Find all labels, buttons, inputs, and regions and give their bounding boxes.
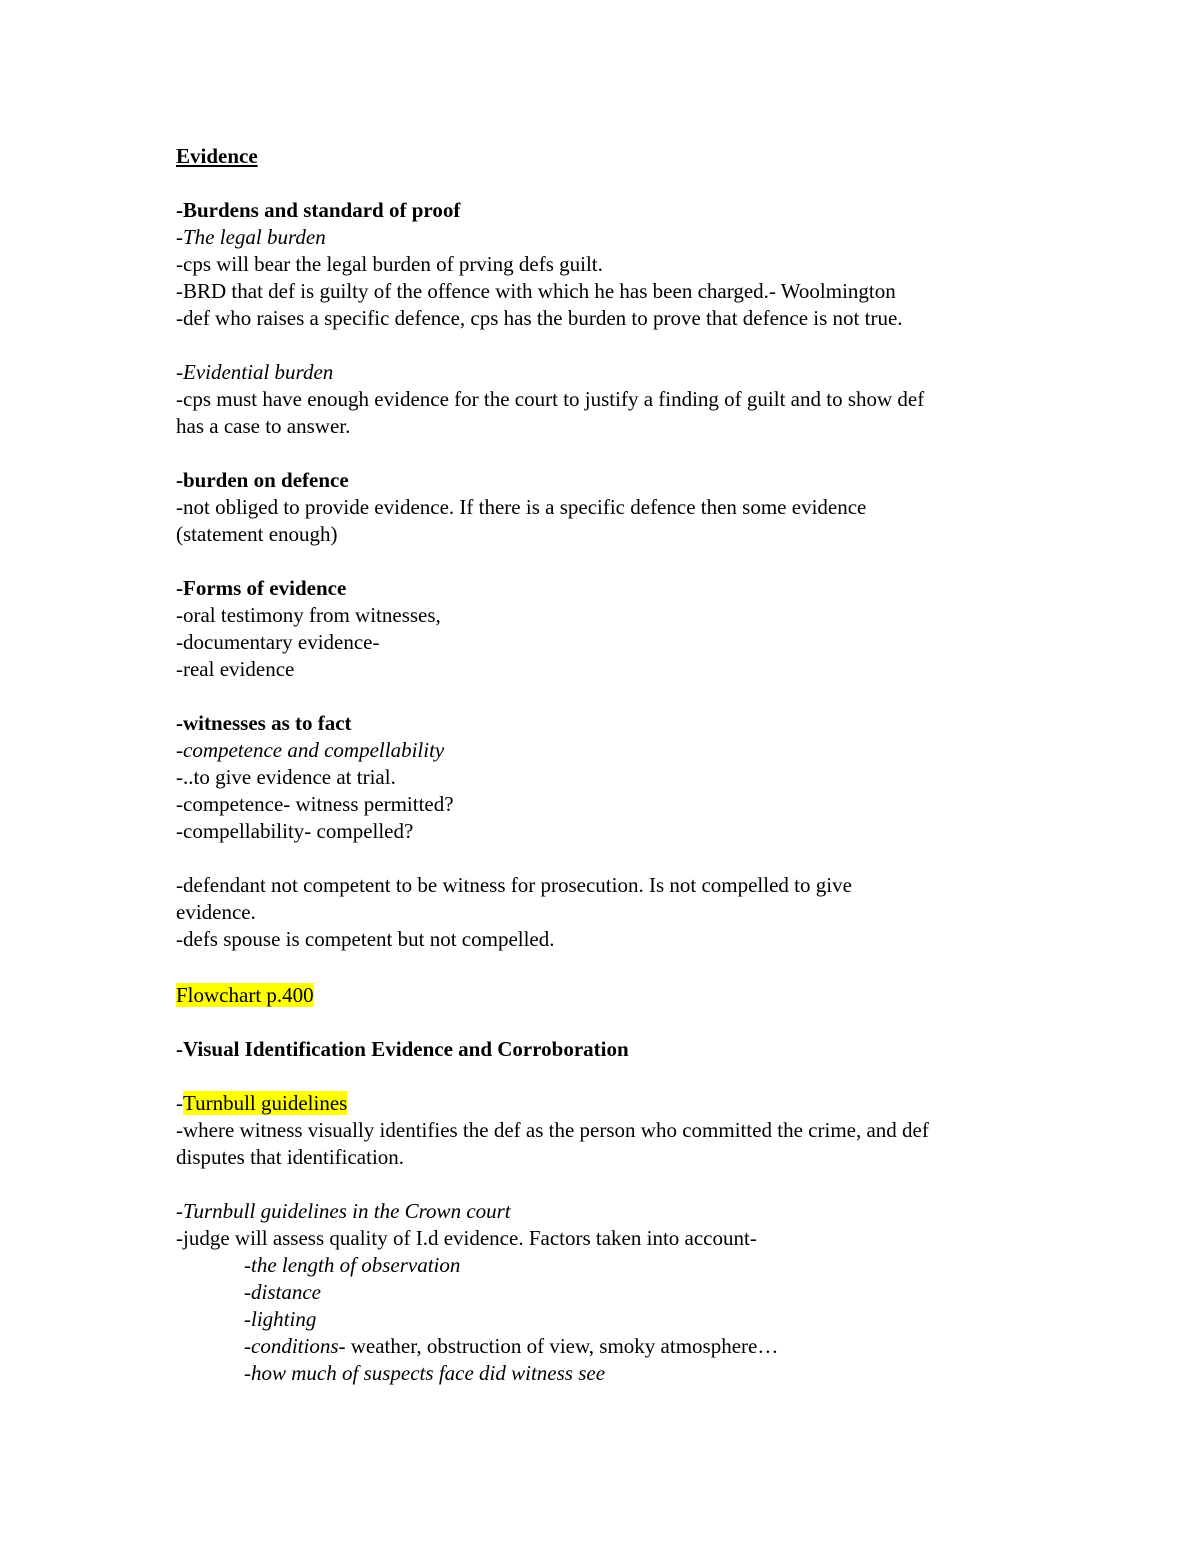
conditions-text: - weather, obstruction of view, smoky atmosphere… xyxy=(338,1334,779,1358)
heading-burden-on-defence: -burden on defence xyxy=(176,468,349,492)
factor-item: -how much of suspects face did witness see xyxy=(244,1361,606,1385)
turnbull-highlight: Turnbull guidelines xyxy=(183,1091,348,1115)
heading-burdens: -Burdens and standard of proof xyxy=(176,198,461,222)
text-line: -competence- witness permitted? xyxy=(176,792,454,816)
text-line: -BRD that def is guilty of the offence with which he has been charged.- Woolmington xyxy=(176,279,896,303)
text-line: -def who raises a specific defence, cps has the burden to prove that defence is not true. xyxy=(176,306,903,330)
subheading-crown-court: -Turnbull guidelines in the Crown court xyxy=(176,1199,511,1223)
document-title: Evidence xyxy=(176,144,258,168)
text-line: evidence. xyxy=(176,900,256,924)
subheading-competence: -competence and compellability xyxy=(176,738,445,762)
text-line: has a case to answer. xyxy=(176,414,351,438)
flowchart-note xyxy=(176,982,314,1009)
text-line: disputes that identification. xyxy=(176,1145,405,1169)
turnbull-dash: - xyxy=(176,1091,183,1115)
text-line: -oral testimony from witnesses, xyxy=(176,603,441,627)
text-line: -compellability- compelled? xyxy=(176,819,414,843)
text-line: -real evidence xyxy=(176,657,295,681)
heading-witnesses-as-to-fact: -witnesses as to fact xyxy=(176,711,352,735)
text-line: -defs spouse is competent but not compelled. xyxy=(176,927,555,951)
subheading-legal-burden: -The legal burden xyxy=(176,225,326,249)
text-line: (statement enough) xyxy=(176,522,338,546)
text-line: -cps will bear the legal burden of prving defs guilt. xyxy=(176,252,603,276)
text-line: -where witness visually identifies the def as the person who committed the crime, and def xyxy=(176,1118,929,1142)
turnbull-heading xyxy=(176,1090,347,1117)
flowchart-highlight: Flowchart p.400 xyxy=(176,983,314,1007)
text-line: -not obliged to provide evidence. If there is a specific defence then some evidence xyxy=(176,495,867,519)
subheading-evidential-burden: -Evidential burden xyxy=(176,360,334,384)
conditions-label: -conditions xyxy=(244,1334,339,1358)
factor-item: -lighting xyxy=(244,1307,317,1331)
factor-item: -distance xyxy=(244,1280,321,1304)
heading-visual-identification: -Visual Identification Evidence and Corroboration xyxy=(176,1037,629,1061)
factor-item-conditions xyxy=(244,1333,778,1360)
text-line: -judge will assess quality of I.d evidence. Factors taken into account- xyxy=(176,1226,757,1250)
text-line: -..to give evidence at trial. xyxy=(176,765,396,789)
text-line: -cps must have enough evidence for the court to justify a finding of guilt and to show def xyxy=(176,387,925,411)
heading-forms-of-evidence: -Forms of evidence xyxy=(176,576,347,600)
text-line: -documentary evidence- xyxy=(176,630,380,654)
factor-item: -the length of observation xyxy=(244,1253,461,1277)
text-line: -defendant not competent to be witness for prosecution. Is not compelled to give xyxy=(176,873,852,897)
